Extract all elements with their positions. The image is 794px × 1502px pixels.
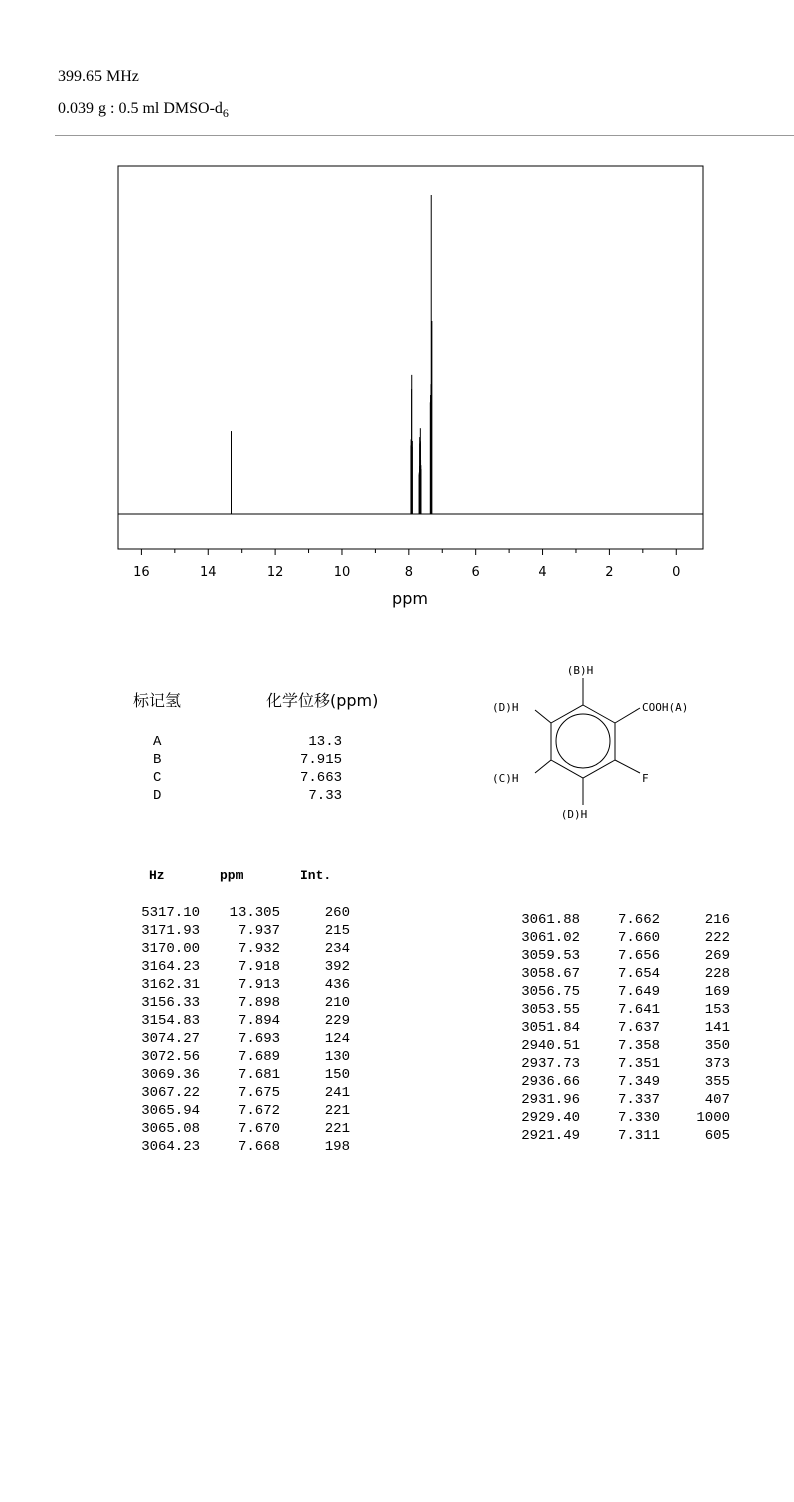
peak-int: 407 [704,1092,730,1108]
peak-int: 436 [324,977,350,993]
spectrometer-frequency: 399.65 MHz [58,68,139,85]
peak-int: 355 [704,1074,730,1090]
label-lower-right: F [642,772,649,785]
table-row [510,911,730,929]
peak-ppm: 7.358 [617,1038,660,1054]
label-top: (B)H [566,664,594,677]
peak-int: 216 [704,912,730,928]
peak-hz: 3056.75 [521,984,580,1000]
peak-ppm: 7.932 [237,941,280,957]
bond-lower-right [615,760,640,773]
assignment-header-shift: 化学位移(ppm) [266,691,379,710]
peak-hz: 3065.08 [141,1121,200,1137]
table-row [130,1102,350,1120]
peak-ppm: 7.656 [617,948,660,964]
peak-ppm: 7.894 [237,1013,280,1029]
peak-hz: 3170.00 [141,941,200,957]
table-row [130,1120,350,1138]
assignment-label: C [153,770,162,786]
peak-int: 124 [324,1031,350,1047]
x-axis-label: ppm [392,589,428,608]
peak-int: 198 [324,1139,350,1155]
label-lower-left: (C)H [492,772,519,785]
table-row [510,929,730,947]
peak-int: 260 [324,905,350,921]
assignment-shift: 7.915 [299,752,342,768]
assignment-header-label: 标记氢 [133,691,182,710]
table-row [510,1127,730,1145]
molecule-structure [480,660,740,830]
peak-ppm: 7.913 [237,977,280,993]
peak-hz: 3053.55 [521,1002,580,1018]
peak-int: 130 [324,1049,350,1065]
sample-subscript: 6 [222,106,229,121]
tick-label: 6 [471,565,480,580]
peak-ppm: 13.305 [229,905,280,921]
peak-ppm: 7.337 [617,1092,660,1108]
peak-int: 269 [704,948,730,964]
peak-hz: 3067.22 [141,1085,200,1101]
sample-main: 0.039 g : 0.5 ml DMSO-d [58,100,223,117]
peak-ppm: 7.641 [617,1002,660,1018]
table-row [130,1066,350,1084]
peak-ppm: 7.693 [237,1031,280,1047]
peak-hz: 3059.53 [521,948,580,964]
table-row [510,1109,730,1127]
peak-hz: 3061.02 [521,930,580,946]
table-row [130,904,350,922]
peak-hz: 3162.31 [141,977,200,993]
peak-ppm: 7.637 [617,1020,660,1036]
assignment-label: D [153,788,162,804]
peak-ppm: 7.660 [617,930,660,946]
tick-label: 12 [266,565,284,580]
peak-ppm: 7.670 [237,1121,280,1137]
peak-hz: 3171.93 [141,923,200,939]
peak-header-int: Int. [300,868,332,883]
peak-hz: 2921.49 [521,1128,580,1144]
table-row [510,1001,730,1019]
table-row [130,958,350,976]
table-row [510,1073,730,1091]
peak-hz: 5317.10 [141,905,200,921]
peak-hz: 3061.88 [521,912,580,928]
peak-ppm: 7.937 [237,923,280,939]
peak-hz: 3164.23 [141,959,200,975]
tick-label: 14 [199,565,217,580]
tick-label: 10 [333,565,351,580]
table-row [130,940,350,958]
peak-hz: 2940.51 [521,1038,580,1054]
peak-hz: 3074.27 [141,1031,200,1047]
peak-ppm: 7.349 [617,1074,660,1090]
peak-hz: 3072.56 [141,1049,200,1065]
peak-ppm: 7.311 [617,1128,660,1144]
table-row [130,1138,350,1156]
table-row [130,922,350,940]
peak-ppm: 7.351 [617,1056,660,1072]
table-row [510,1091,730,1109]
table-row [130,1030,350,1048]
table-row [510,1037,730,1055]
peak-ppm: 7.649 [617,984,660,1000]
table-row [510,965,730,983]
peak-ppm: 7.330 [617,1110,660,1126]
peak-hz: 2931.96 [521,1092,580,1108]
tick-label: 2 [605,565,614,580]
peak-table-right [510,911,730,1145]
peak-hz: 3156.33 [141,995,200,1011]
assignment-shift: 7.33 [308,788,342,804]
peak-ppm: 7.654 [617,966,660,982]
peak-hz: 2929.40 [521,1110,580,1126]
peak-hz: 3058.67 [521,966,580,982]
table-row [130,1048,350,1066]
peak-int: 392 [324,959,350,975]
label-upper-left: (D)H [492,701,519,714]
benzene-ring [551,705,615,778]
label-upper-right: COOH(A) [642,701,689,714]
peak-ppm: 7.662 [617,912,660,928]
bond-lower-left [535,760,551,773]
table-row [130,976,350,994]
peak-table-left [130,904,350,1156]
peak-int: 215 [324,923,350,939]
assignment-label: B [153,752,162,768]
table-row [510,1019,730,1037]
tick-label: 16 [133,565,150,580]
peak-int: 221 [324,1121,350,1137]
peak-hz: 3065.94 [141,1103,200,1119]
table-row [130,1012,350,1030]
table-row [130,994,350,1012]
peak-ppm: 7.681 [237,1067,280,1083]
assignment-shift: 13.3 [308,734,342,750]
table-row [510,1055,730,1073]
peak-int: 210 [324,995,350,1011]
peak-hz: 2937.73 [521,1056,580,1072]
peak-header-hz: Hz [149,868,165,883]
peak-hz: 3069.36 [141,1067,200,1083]
tick-label: 8 [404,565,413,580]
peak-ppm: 7.675 [237,1085,280,1101]
peak-ppm: 7.898 [237,995,280,1011]
aromatic-circle [556,714,610,768]
peak-int: 229 [324,1013,350,1029]
peak-int: 221 [324,1103,350,1119]
bond-upper-left [535,710,551,723]
nmr-spectrum-chart [0,0,794,620]
peak-int: 234 [324,941,350,957]
table-row [130,1084,350,1102]
assignment-shift: 7.663 [299,770,342,786]
bond-upper-right [615,708,640,723]
peak-int: 1000 [696,1110,730,1126]
tick-label: 0 [672,565,681,580]
label-bottom: (D)H [560,808,588,821]
peak-int: 169 [704,984,730,1000]
peak-int: 373 [704,1056,730,1072]
table-row [510,947,730,965]
peak-hz: 3154.83 [141,1013,200,1029]
peak-int: 228 [704,966,730,982]
x-axis-ticks [133,549,680,580]
tick-label: 4 [538,565,547,580]
peak-int: 241 [324,1085,350,1101]
peak-int: 350 [704,1038,730,1054]
peak-ppm: 7.668 [237,1139,280,1155]
peak-hz: 2936.66 [521,1074,580,1090]
peak-ppm: 7.918 [237,959,280,975]
peak-hz: 3064.23 [141,1139,200,1155]
peak-ppm: 7.689 [237,1049,280,1065]
peak-int: 150 [324,1067,350,1083]
peak-header-ppm: ppm [220,868,244,883]
peak-ppm: 7.672 [237,1103,280,1119]
peak-int: 153 [704,1002,730,1018]
spectrum-peaks [231,195,431,514]
assignment-label: A [153,734,162,750]
peak-int: 141 [704,1020,730,1036]
peak-int: 222 [704,930,730,946]
table-row [510,983,730,1001]
peak-hz: 3051.84 [521,1020,580,1036]
peak-int: 605 [704,1128,730,1144]
